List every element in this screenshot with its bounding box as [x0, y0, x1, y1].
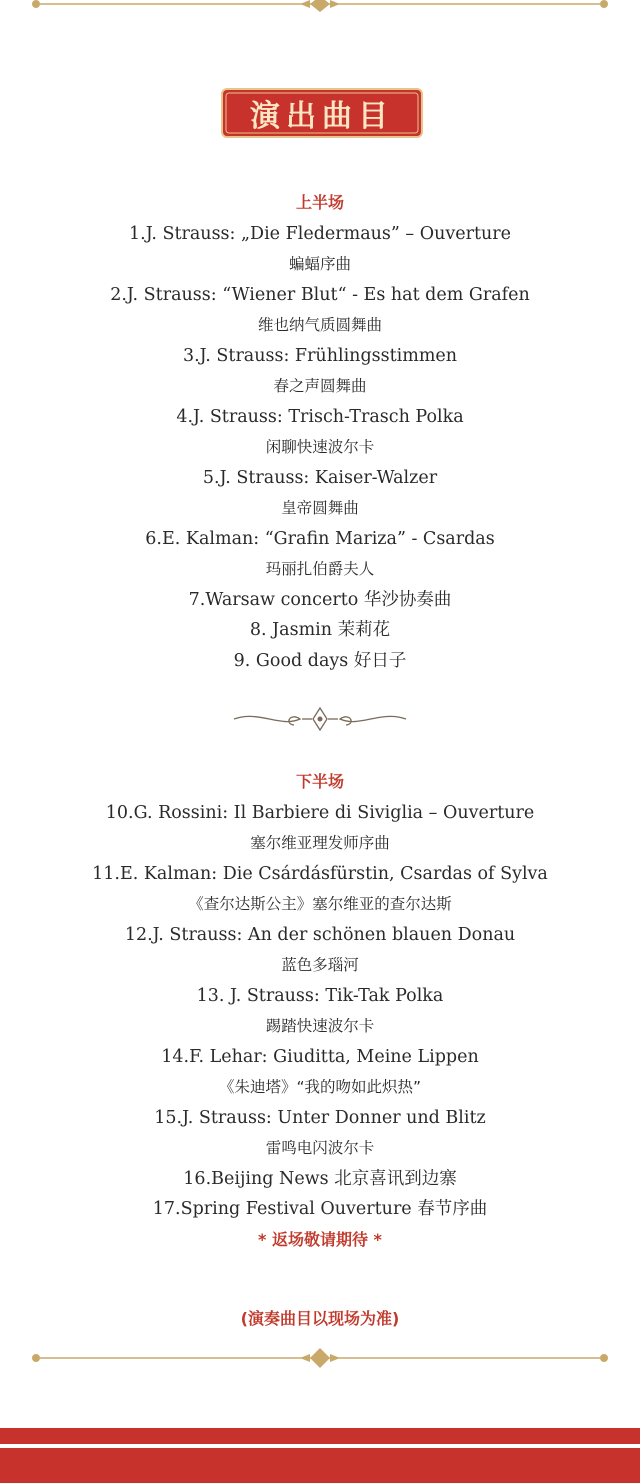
program-item-chinese-title: 春之声圆舞曲: [273, 377, 367, 395]
program-item: 7.Warsaw concerto 华沙协奏曲: [188, 589, 452, 610]
program-item-chinese-title: 皇帝圆舞曲: [281, 499, 359, 517]
program-item-chinese-title: 维也纳气质圆舞曲: [257, 316, 382, 334]
program-item: 9. Good days 好日子: [233, 650, 407, 671]
program-item: 14.F. Lehar: Giuditta, Meine Lippen: [161, 1046, 479, 1067]
program-item: 5.J. Strauss: Kaiser-Walzer: [202, 467, 438, 488]
program-item: 8. Jasmin 茉莉花: [249, 620, 391, 640]
program-disclaimer: (演奏曲目以现场为准): [240, 1309, 400, 1328]
program-item: 2.J. Strauss: “Wiener Blut“ - Es hat dem Grafen: [110, 284, 530, 305]
footer-band-top: [0, 1428, 640, 1444]
program-item-chinese-title: 蝙蝠序曲: [288, 255, 351, 273]
program-item: 4.J. Strauss: Trisch-Trasch Polka: [176, 406, 464, 427]
program-item: 11.E. Kalman: Die Csárdásfürstin, Csardas of Sylva: [92, 863, 548, 884]
program-item-chinese-title: 《朱迪塔》“我的吻如此炽热”: [218, 1078, 422, 1096]
program-item-chinese-title: 玛丽扎伯爵夫人: [265, 560, 375, 578]
program-item: 13. J. Strauss: Tik-Tak Polka: [196, 985, 444, 1006]
center-flourish-ornament: [230, 700, 410, 738]
footer-band-bottom: [0, 1448, 640, 1483]
encore-notice: * 返场敬请期待 *: [258, 1229, 382, 1249]
program-item-chinese-title: 蓝色多瑙河: [281, 956, 359, 974]
first-half-program: [0, 188, 640, 676]
program-item: 3.J. Strauss: Frühlingsstimmen: [182, 345, 458, 366]
second-half-program: [0, 767, 640, 1255]
program-item: 15.J. Strauss: Unter Donner und Blitz: [154, 1107, 486, 1128]
program-item: 6.E. Kalman: “Grafin Mariza” - Csardas: [145, 528, 495, 549]
program-item-chinese-title: 《查尔达斯公主》塞尔维亚的查尔达斯: [188, 895, 452, 913]
program-item-chinese-title: 塞尔维亚理发师序曲: [250, 834, 390, 852]
bottom-divider-ornament: [0, 1346, 640, 1370]
program-item-chinese-title: 踢踏快速波尔卡: [265, 1017, 375, 1035]
program-item: 17.Spring Festival Ouverture 春节序曲: [152, 1199, 488, 1219]
program-title-badge: [221, 88, 423, 138]
page-title: 演出曲目: [250, 99, 394, 134]
program-item: 16.Beijing News 北京喜讯到边寨: [183, 1168, 457, 1189]
top-divider-ornament: [0, 0, 640, 20]
program-item-chinese-title: 雷鸣电闪波尔卡: [265, 1139, 375, 1157]
second-half-title: 下半场: [295, 772, 344, 791]
program-item-chinese-title: 闲聊快速波尔卡: [265, 438, 375, 456]
program-item: 10.G. Rossini: Il Barbiere di Siviglia – Ouverture: [105, 802, 535, 823]
program-item: 1.J. Strauss: „Die Fledermaus” – Ouverture: [129, 223, 511, 244]
first-half-title: 上半场: [295, 193, 344, 212]
program-item: 12.J. Strauss: An der schönen blauen Donau: [124, 924, 516, 945]
